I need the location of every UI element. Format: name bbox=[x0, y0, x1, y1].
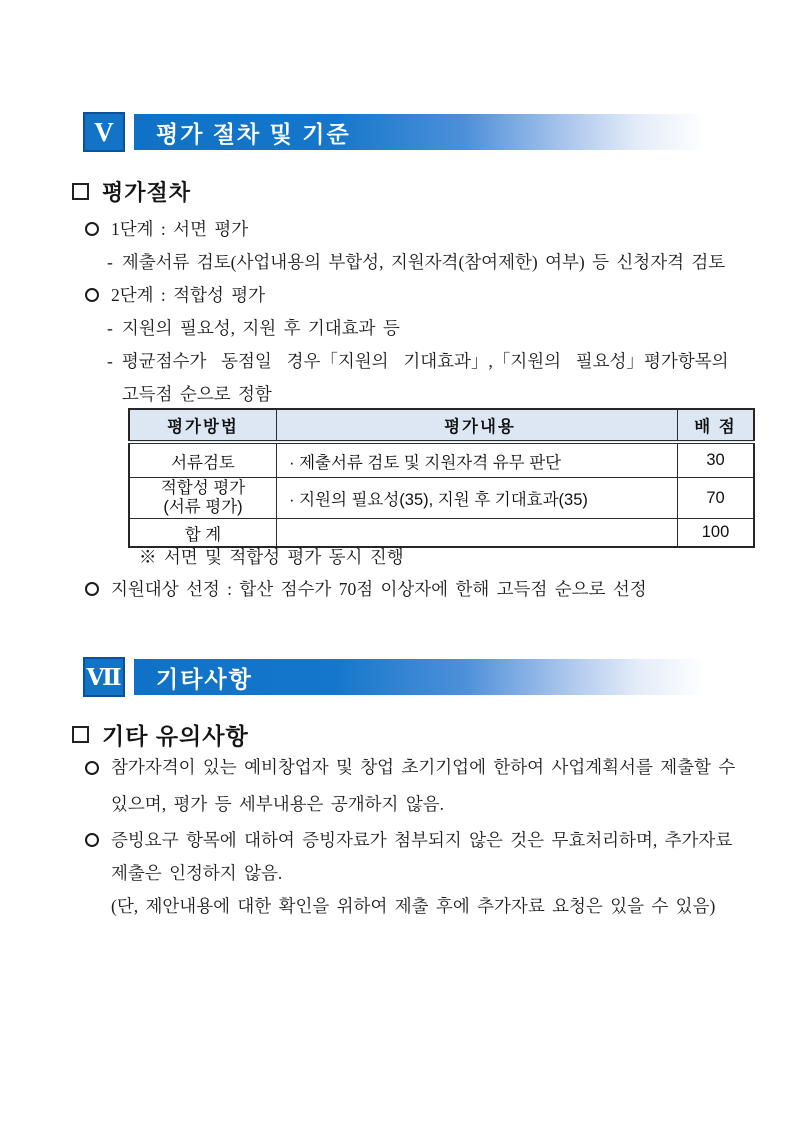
cell-method: 서류검토 bbox=[129, 442, 277, 478]
list-item-text: 고득점 순으로 정함 bbox=[121, 384, 272, 404]
cell-method-line1: 적합성 평가 bbox=[160, 479, 246, 497]
list-item bbox=[85, 573, 745, 606]
table-row bbox=[129, 442, 754, 478]
section-v-numeral: V bbox=[94, 116, 114, 147]
section-v-title: 평가 절차 및 기준 bbox=[156, 120, 351, 147]
cell-score: 30 bbox=[678, 442, 755, 478]
cell-score: 100 bbox=[678, 519, 755, 548]
list-item-text: 참가자격이 있는 예비창업자 및 창업 초기기업에 한하여 사업계획서를 제출할 수 bbox=[111, 757, 736, 777]
cell-method-line2: (서류 평가) bbox=[163, 498, 243, 516]
other-subheading-label: 기타 유의사항 bbox=[102, 723, 249, 749]
cell-method: 합 계 bbox=[129, 519, 277, 548]
list-item-text: 있으며, 평가 등 세부내용은 공개하지 않음. bbox=[111, 794, 445, 814]
section-vii-numeral-box bbox=[83, 657, 125, 697]
cell-score: 70 bbox=[678, 478, 755, 519]
cell-content: · 지원의 필요성(35), 지원 후 기대효과(35) bbox=[277, 478, 678, 519]
list-item-text: 제출서류 검토(사업내용의 부합성, 지원자격(참여제한) 여부) 등 신청자격 검토 bbox=[121, 252, 726, 272]
selection-list bbox=[85, 573, 745, 606]
dash-bullet-icon: - bbox=[107, 318, 113, 338]
cell-content bbox=[277, 519, 678, 548]
evaluation-list bbox=[85, 213, 745, 411]
section-vii-numeral: Ⅶ bbox=[86, 664, 122, 690]
table-row bbox=[129, 478, 754, 519]
circle-bullet-icon bbox=[85, 833, 99, 847]
list-item bbox=[85, 246, 745, 279]
section-vii-banner bbox=[134, 659, 706, 695]
list-item bbox=[85, 824, 765, 923]
section-v-header bbox=[83, 112, 706, 152]
section-vii-title: 기타사항 bbox=[156, 665, 253, 692]
evaluation-subheading bbox=[72, 176, 191, 207]
list-item-text: 증빙요구 항목에 대하여 증빙자료가 첨부되지 않은 것은 무효처리하며, 추가자료 bbox=[111, 830, 733, 850]
evaluation-subheading-label: 평가절차 bbox=[102, 180, 192, 205]
list-item bbox=[85, 312, 745, 345]
list-item bbox=[85, 749, 765, 823]
square-bullet-icon bbox=[72, 726, 89, 743]
list-item-text: (단, 제안내용에 대한 확인을 위하여 제출 후에 추가자료 요청은 있을 수 있음) bbox=[111, 896, 716, 916]
list-item-text: 지원의 필요성, 지원 후 기대효과 등 bbox=[121, 318, 400, 338]
list-item-text: 평균점수가 동점일 경우「지원의 기대효과」,「지원의 필요성」평가항목의 bbox=[121, 351, 729, 371]
list-item-text: 1단계 : 서면 평가 bbox=[111, 219, 249, 239]
section-v-numeral-box bbox=[83, 112, 125, 152]
dash-bullet-icon: - bbox=[107, 351, 113, 371]
list-item-text: 2단계 : 적합성 평가 bbox=[111, 285, 266, 305]
table-note: ※ 서면 및 적합성 평가 동시 진행 bbox=[139, 547, 404, 567]
table-header-row bbox=[129, 409, 754, 442]
table-header-score: 배 점 bbox=[678, 409, 755, 442]
circle-bullet-icon bbox=[85, 222, 99, 236]
list-item-text: 제출은 인정하지 않음. bbox=[111, 863, 283, 883]
table-header-method: 평가방법 bbox=[129, 409, 277, 442]
other-notes-list-1 bbox=[85, 749, 765, 823]
evaluation-table bbox=[128, 408, 755, 548]
list-item bbox=[85, 213, 745, 246]
circle-bullet-icon bbox=[85, 582, 99, 596]
list-item bbox=[85, 345, 745, 411]
other-notes-list-2 bbox=[85, 824, 765, 923]
circle-bullet-icon bbox=[85, 288, 99, 302]
list-item bbox=[85, 279, 745, 312]
cell-content: · 제출서류 검토 및 지원자격 유무 판단 bbox=[277, 442, 678, 478]
list-item-text: 지원대상 선정 : 합산 점수가 70점 이상자에 한해 고득점 순으로 선정 bbox=[111, 579, 647, 599]
square-bullet-icon bbox=[72, 183, 89, 200]
section-v-banner bbox=[134, 114, 706, 150]
circle-bullet-icon bbox=[85, 761, 99, 775]
dash-bullet-icon: - bbox=[107, 252, 113, 272]
section-vii-header bbox=[83, 657, 706, 697]
table-header-content: 평가내용 bbox=[277, 409, 678, 442]
table-row bbox=[129, 519, 754, 548]
other-subheading bbox=[72, 718, 249, 751]
cell-method bbox=[129, 478, 277, 519]
